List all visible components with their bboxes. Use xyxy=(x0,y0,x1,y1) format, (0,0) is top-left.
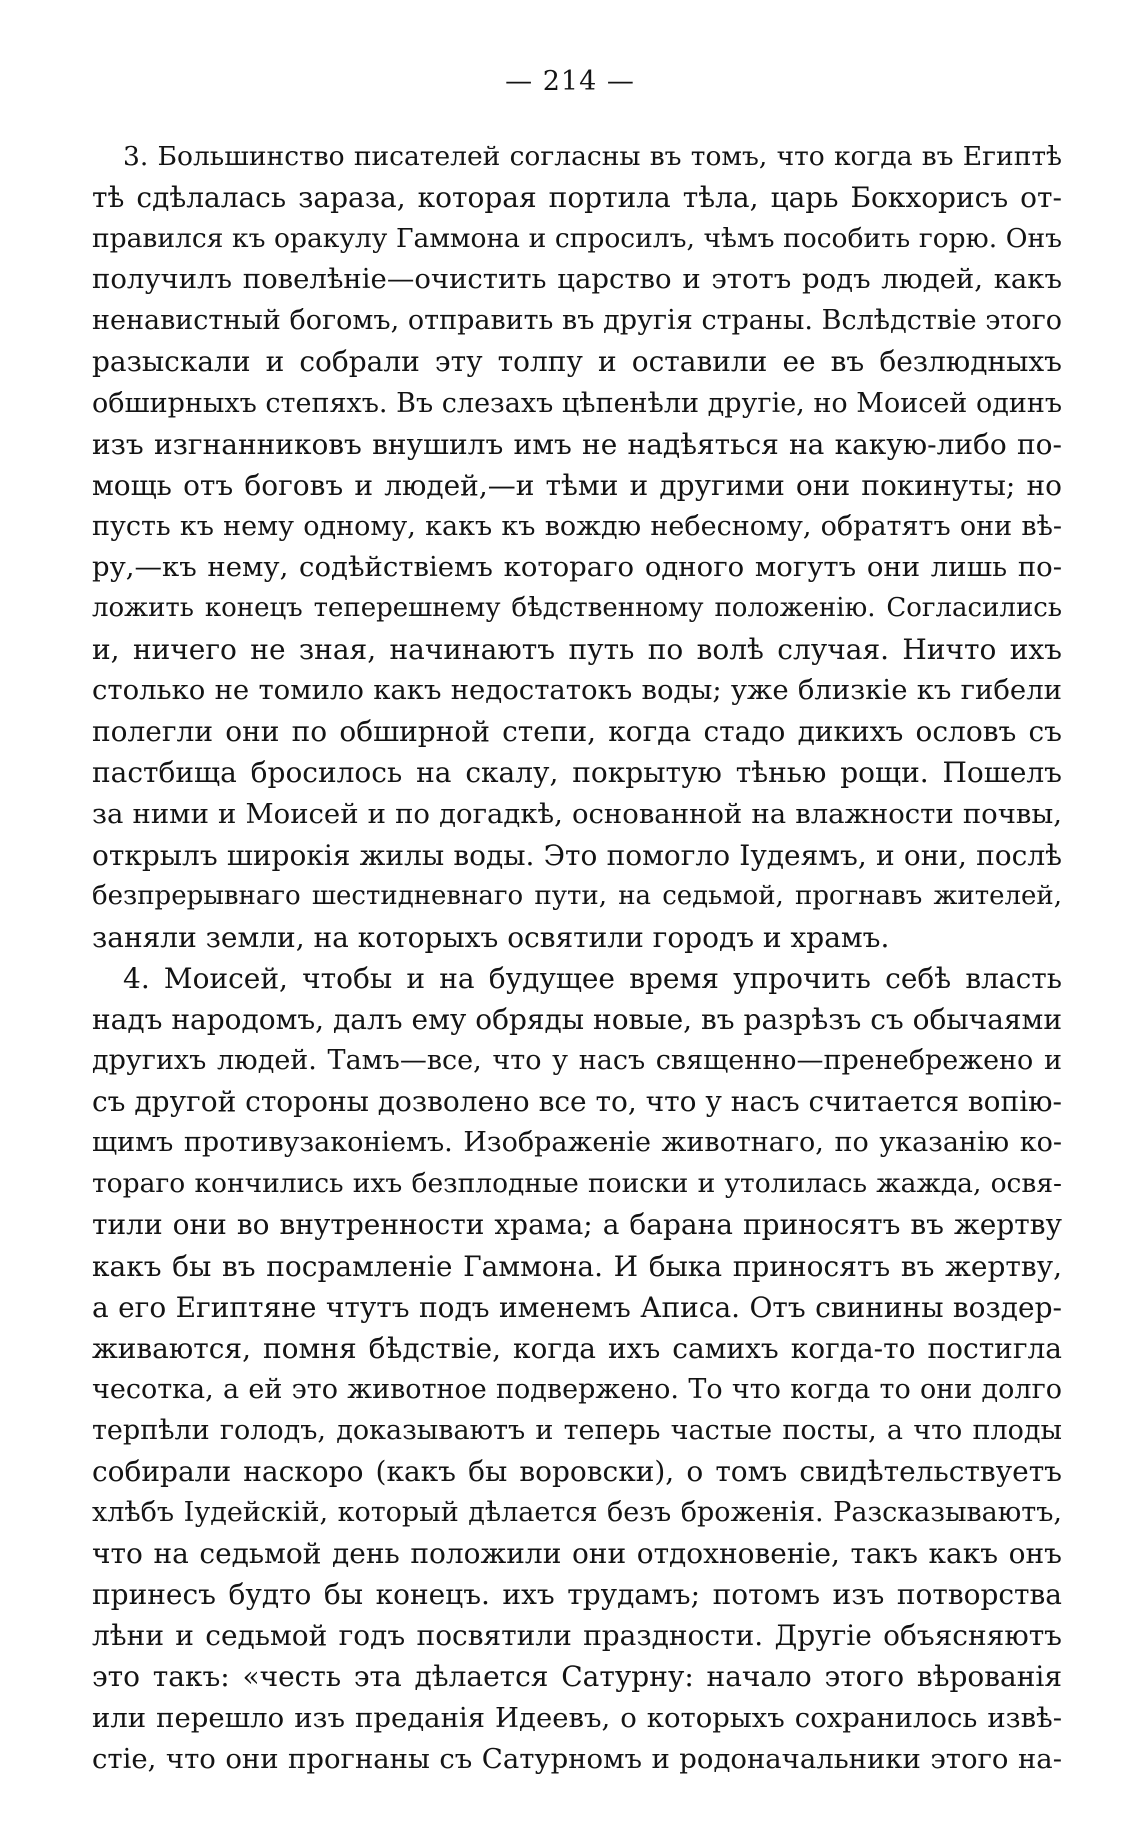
text-line: собирали наскоро (какъ бы воровски), о томъ свидѣтельствуетъ xyxy=(92,1455,1062,1488)
text-line: за ними и Моисей и по догадкѣ, основанной на влажности почвы, xyxy=(92,797,1062,830)
page-number: — 214 — xyxy=(505,66,635,97)
paragraph-3 xyxy=(92,136,1062,958)
text-line: получилъ повелѣніе—очистить царство и этотъ родъ людей, какъ xyxy=(92,263,1062,296)
text-line: живаются, помня бѣдствіе, когда ихъ самихъ когда-то постигла xyxy=(92,1331,1062,1365)
text-line: безпрерывнаго шестидневнаго пути, на седьмой, прогнавъ жителей, xyxy=(92,880,1062,911)
text-line: это такъ: «честь эта дѣлается Сатурну: начало этого вѣрованія xyxy=(92,1660,1062,1694)
text-line: принесъ будто бы конецъ. ихъ трудамъ; потомъ изъ потворства xyxy=(92,1578,1062,1612)
text-line: заняли земли, на которыхъ освятили городъ и храмъ. xyxy=(92,920,890,954)
text-line: открылъ широкія жилы воды. Это помогло Іудеямъ, и они, послѣ xyxy=(92,838,1062,872)
text-line: или перешло изъ преданія Идеевъ, о которыхъ сохранилось извѣ- xyxy=(92,1701,1062,1734)
text-line: щимъ противузаконіемъ. Изображеніе животнаго, по указанію ко- xyxy=(92,1127,1062,1159)
text-line: пастбища бросилось на скалу, покрытую тѣнью рощи. Пошелъ xyxy=(92,756,1062,790)
text-line: столько не томило какъ недостатокъ воды; уже близкіе къ гибели xyxy=(92,674,1062,707)
text-line: 3. Большинство писателей согласны въ томъ, что когда въ Египтѣ xyxy=(123,141,1062,172)
text-line: ненавистный богомъ, отправить въ другія страны. Вслѣдствіе этого xyxy=(92,305,1062,337)
text-line: тораго кончились ихъ безплодные поиски и утолилась жажда, освя- xyxy=(92,1168,1062,1200)
text-line: разыскали и собрали эту толпу и оставили ее въ безлюдныхъ xyxy=(92,345,1062,379)
body-text xyxy=(92,136,1062,1780)
text-line: лѣни и седьмой годъ посвятили праздности. Другіе объясняютъ xyxy=(92,1619,1062,1653)
text-line: а его Египтяне чтутъ подъ именемъ Аписа. Отъ свинины воздер- xyxy=(92,1290,1062,1324)
text-line: ложить конецъ теперешнему бѣдственному положенію. Согласились xyxy=(92,593,1062,624)
text-line: мощь отъ боговъ и людей,—и тѣми и другими они покинуты; но xyxy=(92,468,1062,502)
text-line: съ другой стороны дозволено все то, что у насъ считается вопію- xyxy=(92,1085,1062,1119)
text-line: чесотка, а ей это животное подвержено. То что когда то они долго xyxy=(92,1373,1062,1405)
text-line: хлѣбъ Іудейскій, который дѣлается безъ броженія. Разсказываютъ, xyxy=(92,1497,1062,1529)
text-line: другихъ людей. Тамъ—все, что у насъ священно—пренебрежено и xyxy=(92,1045,1062,1077)
text-line: тѣ сдѣлалась зараза, которая портила тѣла, царь Бокхорисъ от- xyxy=(92,181,1062,215)
text-line: какъ бы въ посрамленіе Гаммона. И быка приносятъ въ жертву, xyxy=(92,1249,1062,1283)
text-line: обширныхъ степяхъ. Въ слезахъ цѣпенѣли другіе, но Моисей одинъ xyxy=(92,387,1062,419)
text-line: терпѣли голодъ, доказываютъ и теперь частые посты, а что плоды xyxy=(92,1414,1062,1446)
text-line: пусть къ нему одному, какъ къ вождю небесному, обратятъ они вѣ- xyxy=(92,510,1062,542)
text-line: стіе, что они прогнаны съ Сатурномъ и родоначальники этого на- xyxy=(92,1742,1062,1775)
text-line: правился къ оракулу Гаммона и спросилъ, чѣмъ пособить горю. Онъ xyxy=(92,223,1062,255)
text-line: полегли они по обширной степи, когда стадо дикихъ ословъ съ xyxy=(92,715,1062,749)
text-line: изъ изгнанниковъ внушилъ имъ не надѣяться на какую-либо по- xyxy=(92,427,1062,461)
text-line: надъ народомъ, далъ ему обряды новые, въ разрѣзъ съ обычаями xyxy=(92,1002,1062,1036)
text-line: что на седьмой день положили они отдохновеніе, такъ какъ онъ xyxy=(92,1537,1062,1571)
text-line: 4. Моисей, чтобы и на будущее время упрочить себѣ власть xyxy=(123,961,1062,995)
text-line: и, ничего не зная, начинаютъ путь по волѣ случая. Ничто ихъ xyxy=(92,633,1062,667)
text-line: ру,—къ нему, содѣйствіемъ котораго одного могутъ они лишь по- xyxy=(92,550,1062,583)
text-line: тили они во внутренности храма; а барана приносятъ въ жертву xyxy=(92,1208,1062,1242)
paragraph-4 xyxy=(92,958,1062,1780)
